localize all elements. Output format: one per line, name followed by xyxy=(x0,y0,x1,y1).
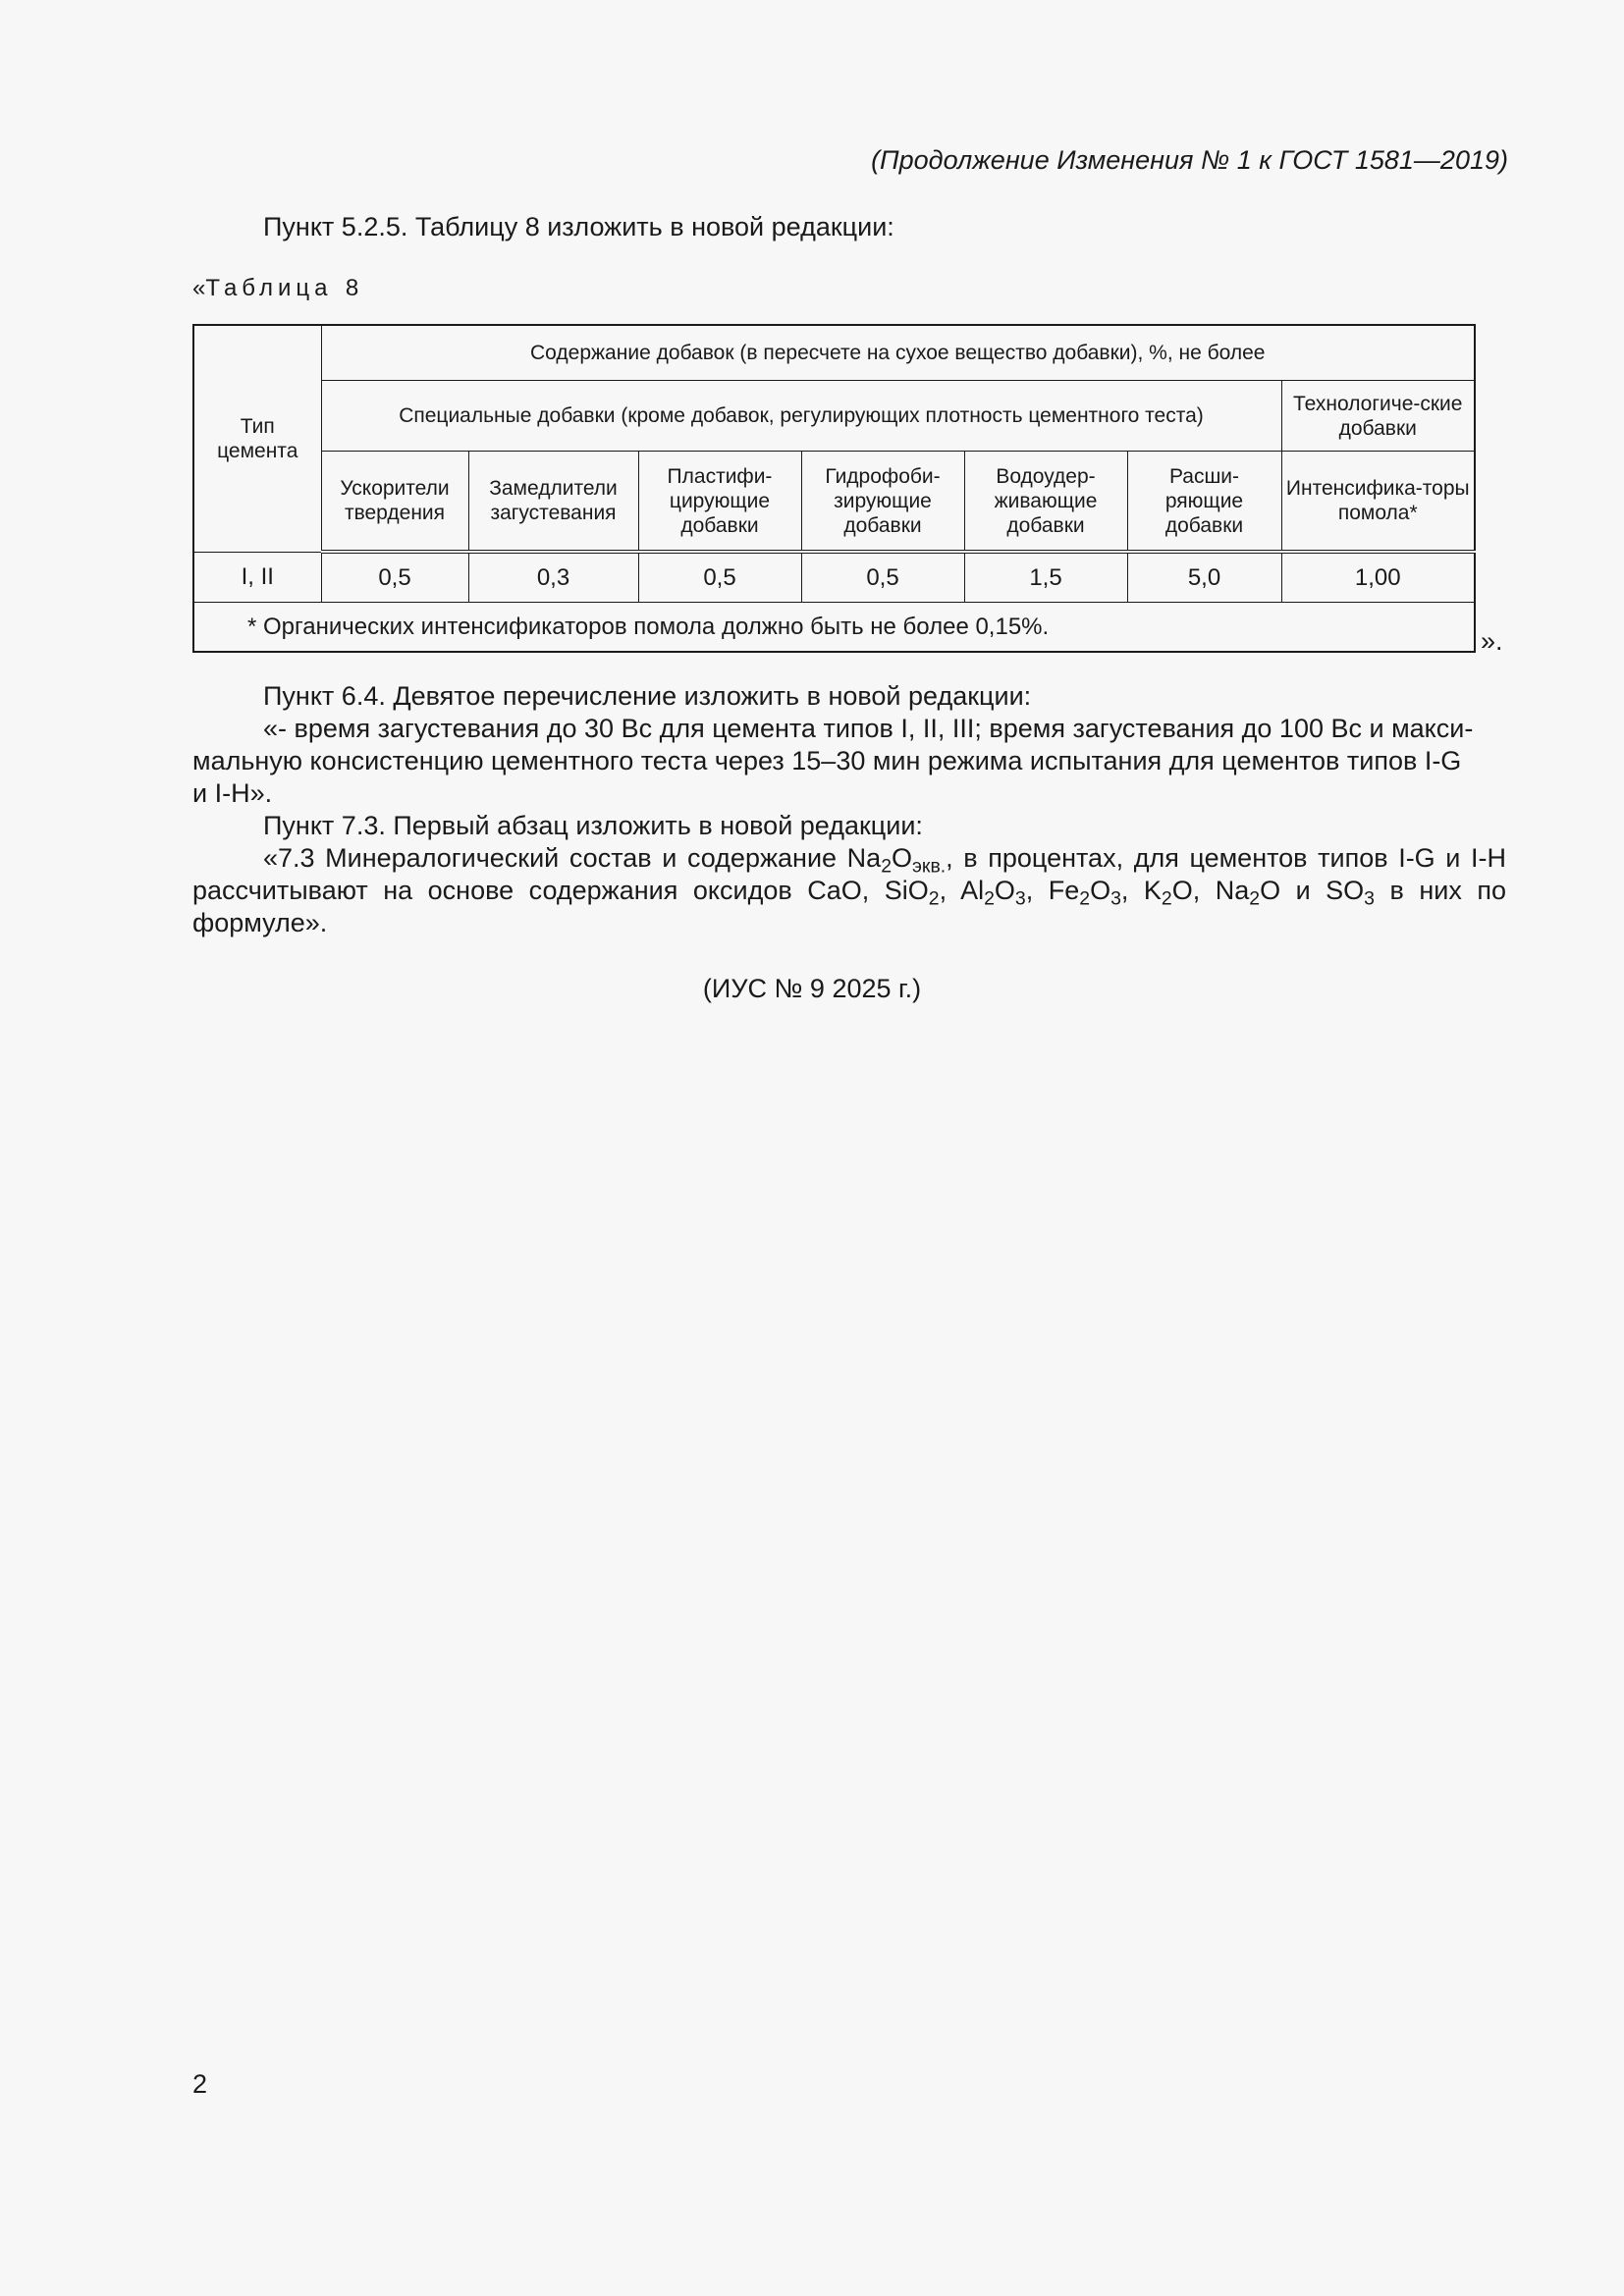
table-row xyxy=(193,552,1475,603)
col-header-expanders: Расши-ряющие добавки xyxy=(1127,452,1281,553)
header-cement-type: Тип цемента xyxy=(193,325,321,552)
table-closing-quote: ». xyxy=(1481,626,1503,656)
paragraph-7-3-body: «7.3 Минералогический состав и содержание $Na_2O_{экв.}$, в процентах, для цементов типов I-G и I-H рассчитывают на основе содержания оксидов CaO, SiO$_2$, $Al_2O_3$, $Fe_2O_3$, $K_2O$, $Na_2O$ и $SO_3$ в них по формуле». xyxy=(192,843,1506,937)
paragraph-7-3-title: Пункт 7.3. Первый абзац изложить в новой редакции: xyxy=(263,811,923,840)
col-header-plasticizers: Пластифи-цирующие добавки xyxy=(638,452,801,553)
paragraph-6-4-line-1: «- время загустевания до 30 Вс для цемента типов I, II, III; время загустевания до 100 Вс и макси- xyxy=(263,714,1474,743)
paragraph-6-4-title: Пункт 6.4. Девятое перечисление изложить в новой редакции: xyxy=(263,681,1032,711)
table-footnote: * Органических интенсификаторов помола должно быть не более 0,15%. xyxy=(193,603,1475,653)
cell-value: 1,5 xyxy=(964,552,1127,603)
ius-reference: (ИУС № 9 2025 г.) xyxy=(702,974,922,1003)
cell-value: 0,5 xyxy=(638,552,801,603)
header-tech-additives: Технологиче-ские добавки xyxy=(1281,381,1475,452)
cell-value: 5,0 xyxy=(1127,552,1281,603)
col-header-retarders: Замедлители загустевания xyxy=(468,452,638,553)
table-caption xyxy=(192,275,358,302)
col-header-water-retainers: Водоудер-живающие добавки xyxy=(964,452,1127,553)
page-number: 2 xyxy=(192,2069,208,2099)
cell-value: 0,3 xyxy=(468,552,638,603)
col-header-accelerators: Ускорители твердения xyxy=(321,452,468,553)
paragraph-6-4-line-2: мальную консистенцию цементного теста через 15–30 мин режима испытания для цементов типов I-G xyxy=(192,746,1462,775)
paragraph-6-4-line-3: и I-H». xyxy=(192,778,273,808)
intro-paragraph: Пункт 5.2.5. Таблицу 8 изложить в новой редакции: xyxy=(263,212,894,241)
header-special-additives: Специальные добавки (кроме добавок, регулирующих плотность цементного теста) xyxy=(321,381,1281,452)
caption-word: Таблица xyxy=(205,275,333,301)
col-header-grinding-intensifiers: Интенсифика-торы помола* xyxy=(1281,452,1475,553)
cell-value: 0,5 xyxy=(321,552,468,603)
caption-quote: « xyxy=(192,275,206,301)
cell-value: 0,5 xyxy=(801,552,964,603)
caption-number: 8 xyxy=(345,275,359,301)
col-header-hydrophobizers: Гидрофоби-зирующие добавки xyxy=(801,452,964,553)
cell-type: I, II xyxy=(193,552,321,603)
page-header: (Продолжение Изменения № 1 к ГОСТ 1581—2019) xyxy=(871,145,1508,175)
cell-value: 1,00 xyxy=(1281,552,1475,603)
header-content: Содержание добавок (в пересчете на сухое вещество добавки), %, не более xyxy=(321,325,1475,381)
table-8 xyxy=(192,324,1474,653)
